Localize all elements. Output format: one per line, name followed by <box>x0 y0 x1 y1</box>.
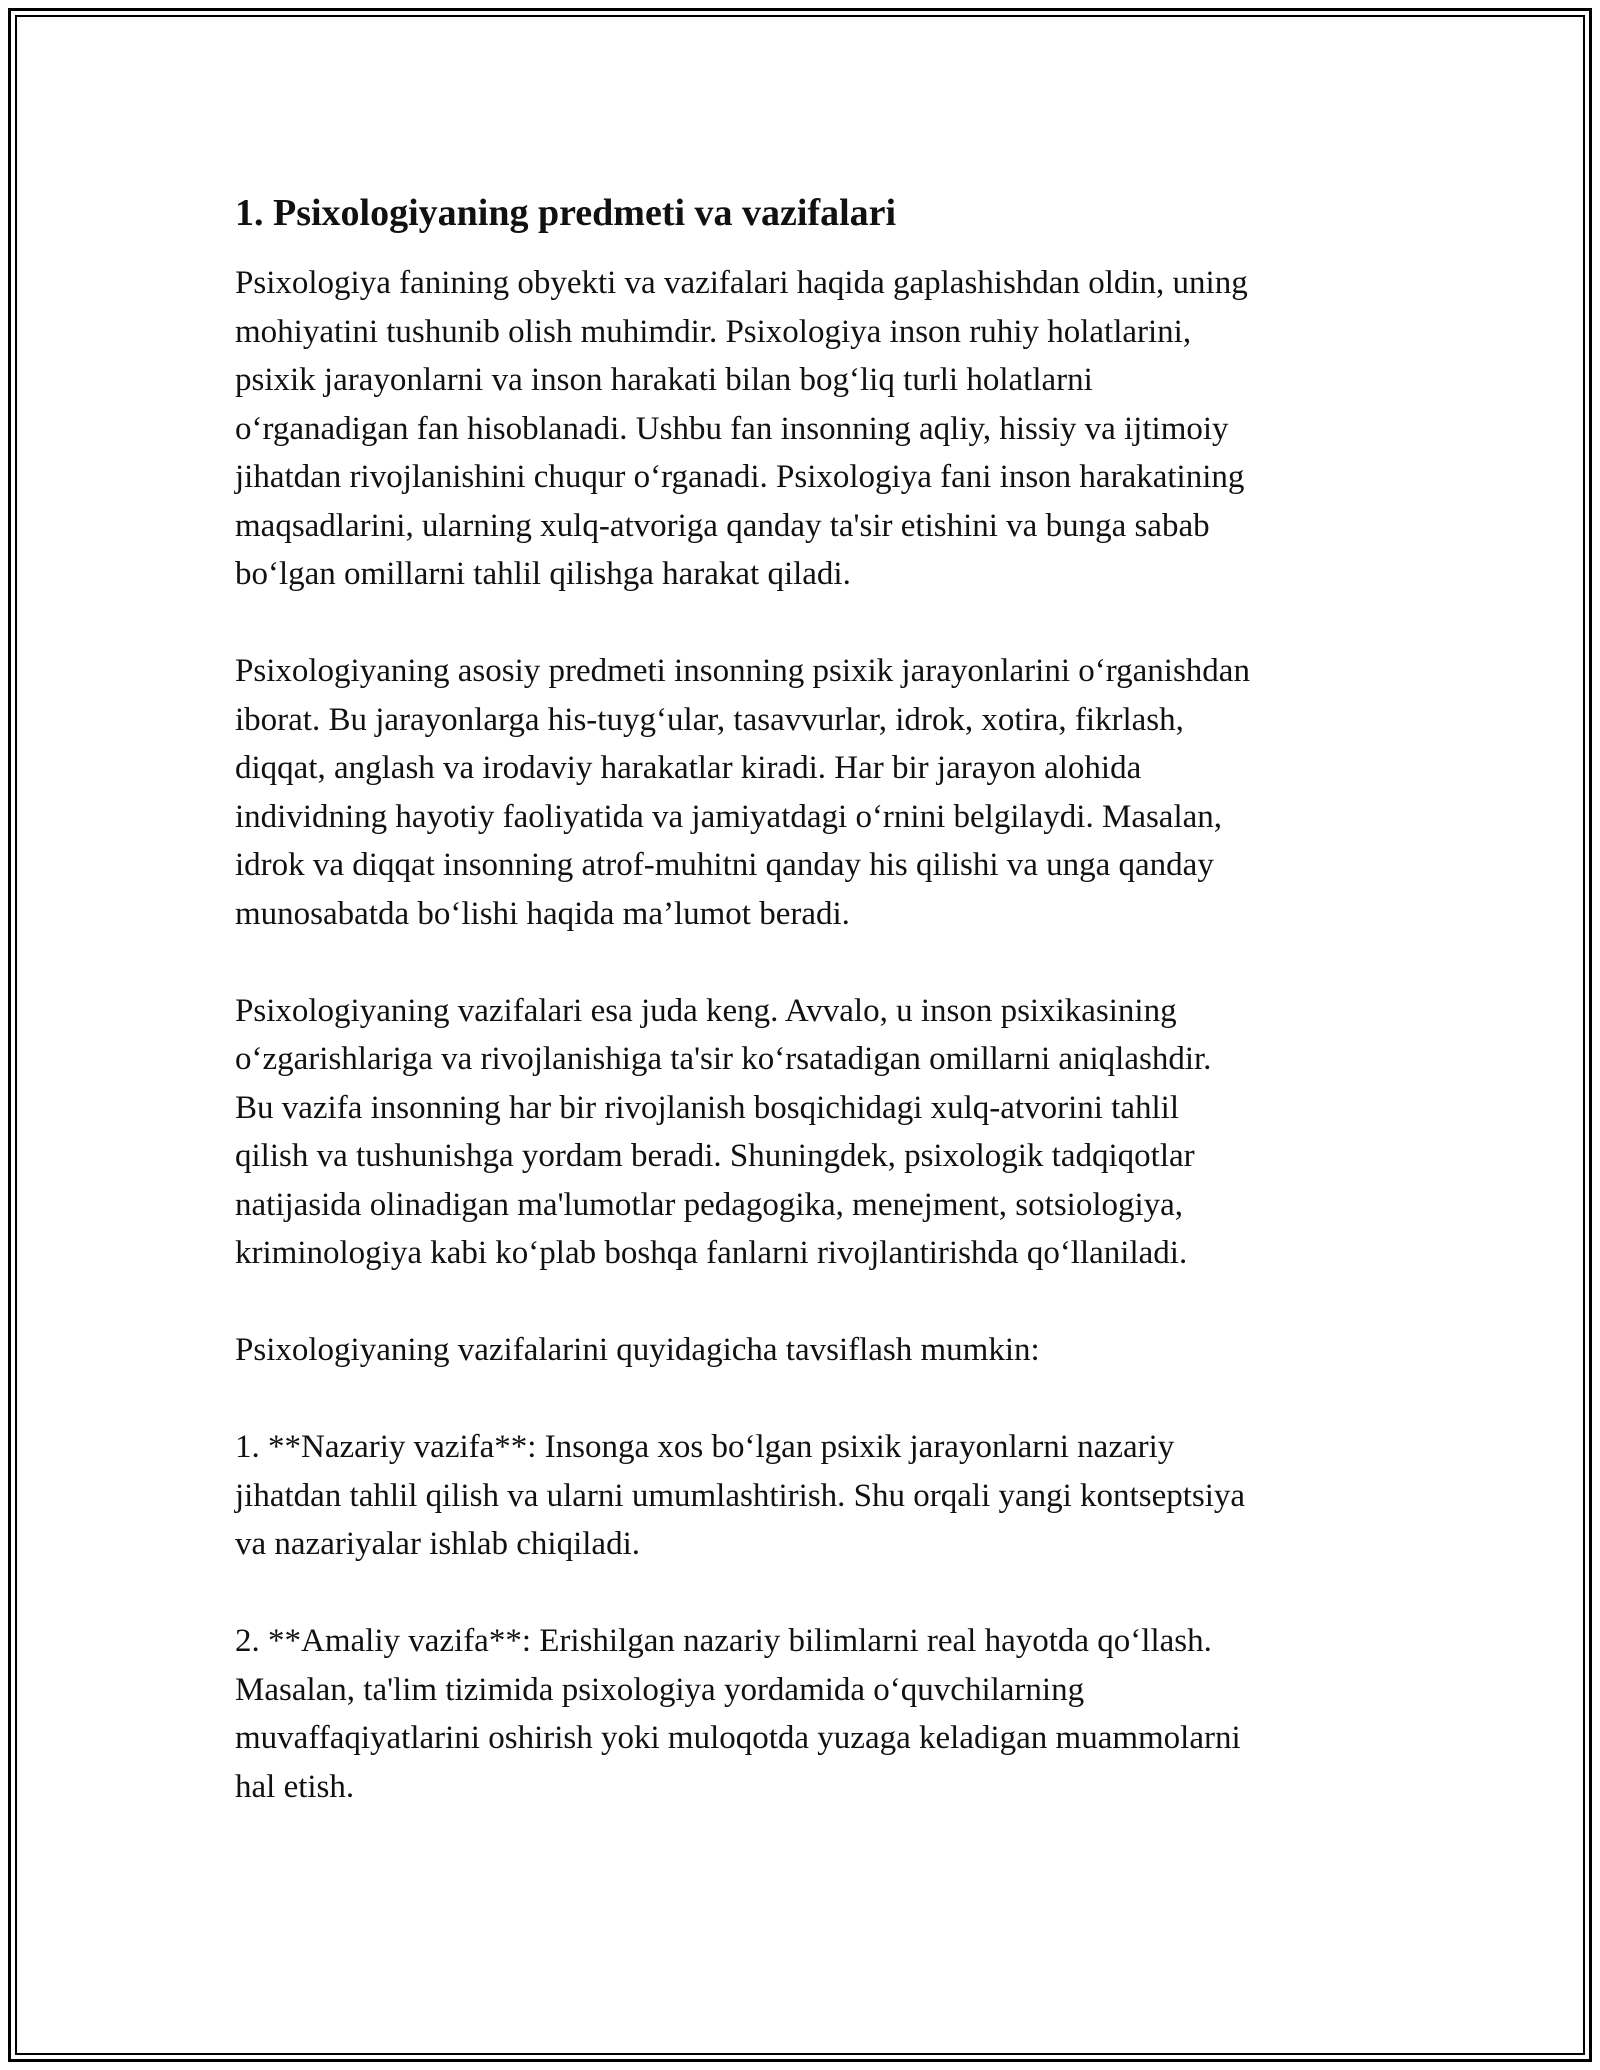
paragraph-tasks-intro: Psixologiyaning vazifalarini quyidagicha tavsiflash mumkin: <box>235 1332 1040 1368</box>
paragraph-intro: Psixologiya fanining obyekti va vazifalari haqida gaplashishdan oldin, uning mohiyatini tushunib olish muhimdir. Psixologiya inson ruhiy holatlarini, psixik jarayonlarni va inson harakati bilan bog‘liq turli holatlarni o‘rganadigan fan hisoblanadi. Ushbu fan insonning aqliy, hissiy va ijtimoiy jihatdan rivojlanishini chuqur o‘rganadi. Psixologiya fani inson harakatining maqsadlarini, ularning xulq-atvoriga qanday ta'sir etishini va bunga sabab bo‘lgan omillarni tahlil qilishga harakat qiladi. <box>235 265 1248 592</box>
document-body <box>235 185 1385 1811</box>
paragraph-tasks: Psixologiyaning vazifalari esa juda keng. Avvalo, u inson psixikasining o‘zgarishlariga va rivojlanishiga ta'sir ko‘rsatadigan omillarni aniqlashdir. Bu vazifa insonning har bir rivojlanish bosqichidagi xulq-atvorini tahlil qilish va tushunishga yordam beradi. Shuningdek, psixologik tadqiqotlar natijasida olinadigan ma'lumotlar pedagogika, menejment, sotsiologiya, kriminologiya kabi ko‘plab boshqa fanlarni rivojlantirishda qo‘llaniladi. <box>235 992 1212 1271</box>
list-item-practical: 2. **Amaliy vazifa**: Erishilgan nazariy bilimlarni real hayotda qo‘llash. Masalan, ta'lim tizimida psixologiya yordamida o‘quvchilarning muvaffaqiyatlarini oshirish yoki muloqotda yuzaga keladigan muammolarni hal etish. <box>235 1623 1241 1805</box>
paragraph-subject: Psixologiyaning asosiy predmeti insonning psixik jarayonlarini o‘rganishdan iborat. Bu jarayonlarga his-tuyg‘ular, tasavvurlar, idrok, xotira, fikrlash, diqqat, anglash va irodaviy harakatlar kiradi. Har bir jarayon alohida individning hayotiy faoliyatida va jamiyatdagi o‘rnini belgilaydi. Masalan, idrok va diqqat insonning atrof-muhitni qanday his qilishi va unga qanday munosabatda bo‘lishi haqida ma’lumot beradi. <box>235 653 1250 932</box>
section-heading: 1. Psixologiyaning predmeti va vazifalari <box>235 192 897 234</box>
list-item-theoretical: 1. **Nazariy vazifa**: Insonga xos bo‘lgan psixik jarayonlarni nazariy jihatdan tahlil qilish va ularni umumlashtirish. Shu orqali yangi kontseptsiya va nazariyalar ishlab chiqiladi. <box>235 1429 1246 1562</box>
